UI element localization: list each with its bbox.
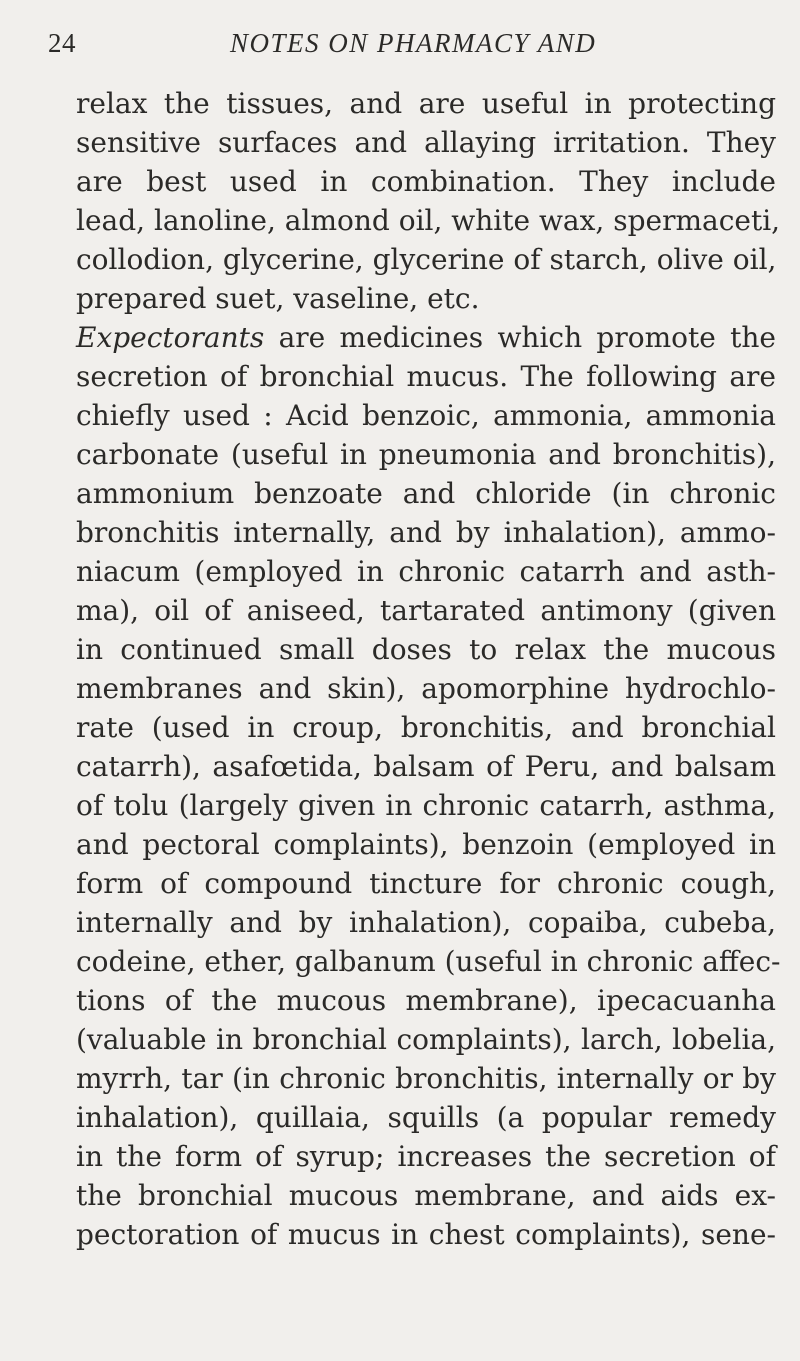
text-line: form of compound tincture for chronic cough, — [76, 867, 776, 900]
text-line: in the form of syrup; increases the secretion of — [76, 1140, 776, 1173]
text-line: tions of the mucous membrane), ipecacuanha — [76, 984, 776, 1017]
text-line: collodion, glycerine, glycerine of starch, olive oil, — [76, 243, 777, 276]
text-line: are best used in combination. They include — [76, 165, 776, 198]
running-head: NOTES ON PHARMACY AND — [230, 28, 597, 58]
text-line: niacum (employed in chronic catarrh and asth- — [76, 555, 776, 588]
text-line: inhalation), quillaia, squills (a popular remedy — [76, 1101, 776, 1134]
body-text — [76, 84, 781, 1254]
text-line: and pectoral complaints), benzoin (employed in — [76, 828, 776, 861]
text-line: membranes and skin), apomorphine hydrochlo- — [76, 672, 776, 705]
text-line: bronchitis internally, and by inhalation), ammo- — [76, 516, 776, 549]
text-line: codeine, ether, galbanum (useful in chronic affec- — [76, 945, 781, 978]
page-number: 24 — [48, 28, 76, 58]
text-fragment: are medicines which promote the — [264, 321, 776, 354]
text-line-expectorants — [76, 318, 776, 357]
text-line: sensitive surfaces and allaying irritation. They — [76, 126, 776, 159]
text-line: secretion of bronchial mucus. The following are — [76, 360, 776, 393]
text-line: in continued small doses to relax the mucous — [76, 633, 776, 666]
text-line: catarrh), asafœtida, balsam of Peru, and balsam — [76, 750, 776, 783]
text-line: rate (used in croup, bronchitis, and bronchial — [76, 711, 776, 744]
text-line: lead, lanoline, almond oil, white wax, spermaceti, — [76, 204, 781, 237]
text-line: pectoration of mucus in chest complaints), sene- — [76, 1218, 776, 1251]
text-line: ma), oil of aniseed, tartarated antimony (given — [76, 594, 776, 627]
text-line: chiefly used : Acid benzoic, ammonia, ammonia — [76, 399, 776, 432]
text-line: myrrh, tar (in chronic bronchitis, internally or by — [76, 1062, 776, 1095]
text-line: (valuable in bronchial complaints), larch, lobelia, — [76, 1023, 776, 1056]
text-line: ammonium benzoate and chloride (in chronic — [76, 477, 776, 510]
text-line: the bronchial mucous membrane, and aids ex- — [76, 1179, 776, 1212]
text-line: relax the tissues, and are useful in protecting — [76, 87, 776, 120]
text-line: internally and by inhalation), copaiba, cubeba, — [76, 906, 776, 939]
text-line: of tolu (largely given in chronic catarrh, asthma, — [76, 789, 776, 822]
text-line: carbonate (useful in pneumonia and bronchitis), — [76, 438, 776, 471]
text-line: prepared suet, vaseline, etc. — [76, 282, 480, 315]
term-expectorants: Expectorants — [76, 321, 265, 354]
